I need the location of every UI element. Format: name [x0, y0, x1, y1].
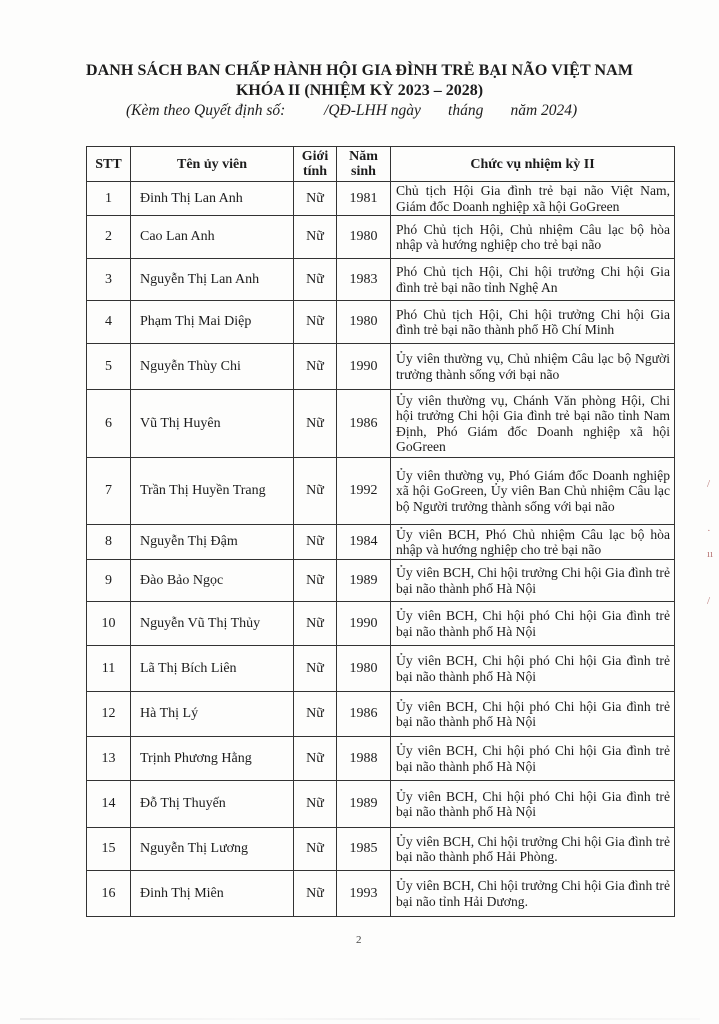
table-row [87, 216, 675, 259]
row-gender: Nữ [294, 182, 337, 216]
row-gender: Nữ [294, 390, 337, 458]
row-role: Ủy viên BCH, Chi hội trưởng Chi hội Gia đình trẻ bại não thành phố Hà Nội [391, 560, 675, 602]
row-role: Phó Chủ tịch Hội, Chi hội trưởng Chi hội Gia đình trẻ bại não thành phố Hồ Chí Minh [391, 301, 675, 344]
table-row [87, 692, 675, 737]
row-role: Chủ tịch Hội Gia đình trẻ bại não Việt Nam, Giám đốc Doanh nghiệp xã hội GoGreen [391, 182, 675, 216]
row-birth-year: 1990 [337, 344, 391, 390]
row-role: Ủy viên BCH, Chi hội trưởng Chi hội Gia đình trẻ bại não tỉnh Hải Dương. [391, 871, 675, 917]
row-stt: 3 [87, 259, 131, 301]
table-row [87, 525, 675, 560]
row-gender: Nữ [294, 301, 337, 344]
row-stt: 2 [87, 216, 131, 259]
row-gender: Nữ [294, 216, 337, 259]
row-member-name: Đào Bảo Ngọc [131, 560, 294, 602]
column-header-name: Tên ủy viên [131, 147, 294, 182]
row-gender: Nữ [294, 646, 337, 692]
row-stt: 9 [87, 560, 131, 602]
row-stt: 16 [87, 871, 131, 917]
row-birth-year: 1992 [337, 458, 391, 525]
scan-edge-shadow [20, 1018, 700, 1020]
subtitle-year: năm 2024) [510, 102, 578, 119]
table-row [87, 390, 675, 458]
row-gender: Nữ [294, 602, 337, 646]
row-stt: 12 [87, 692, 131, 737]
row-member-name: Lã Thị Bích Liên [131, 646, 294, 692]
column-header-year-line2: sinh [351, 164, 376, 179]
row-birth-year: 1989 [337, 781, 391, 828]
table-row [87, 182, 675, 216]
row-birth-year: 1993 [337, 871, 391, 917]
table-row [87, 646, 675, 692]
row-birth-year: 1986 [337, 692, 391, 737]
row-role: Ủy viên BCH, Chi hội phó Chi hội Gia đình trẻ bại não thành phố Hà Nội [391, 602, 675, 646]
row-gender: Nữ [294, 560, 337, 602]
stamp-fragment-mark: / [707, 595, 711, 607]
row-birth-year: 1988 [337, 737, 391, 781]
row-role: Ủy viên BCH, Chi hội phó Chi hội Gia đình trẻ bại não thành phố Hà Nội [391, 737, 675, 781]
row-member-name: Nguyễn Thị Lương [131, 828, 294, 871]
row-gender: Nữ [294, 828, 337, 871]
row-role: Ủy viên thường vụ, Chánh Văn phòng Hội, Chi hội trưởng Chi hội Gia đình trẻ bại não tỉnh Nam Định, Phó Giám đốc Doanh nghiệp xã hội GoGreen [391, 390, 675, 458]
row-birth-year: 1980 [337, 646, 391, 692]
row-birth-year: 1986 [337, 390, 391, 458]
row-gender: Nữ [294, 737, 337, 781]
row-stt: 4 [87, 301, 131, 344]
table-row [87, 560, 675, 602]
column-header-stt: STT [87, 147, 131, 182]
subtitle-decision-code: /QĐ-LHH ngày [324, 102, 421, 119]
column-header-gender [294, 147, 337, 182]
row-member-name: Vũ Thị Huyên [131, 390, 294, 458]
column-header-gender-line2: tính [302, 164, 328, 179]
row-stt: 6 [87, 390, 131, 458]
row-stt: 1 [87, 182, 131, 216]
row-stt: 13 [87, 737, 131, 781]
document-title-line2: KHÓA II (NHIỆM KỲ 2023 – 2028) [235, 82, 484, 99]
row-birth-year: 1984 [337, 525, 391, 560]
row-member-name: Đinh Thị Lan Anh [131, 182, 294, 216]
row-member-name: Nguyễn Vũ Thị Thủy [131, 602, 294, 646]
row-member-name: Trần Thị Huyền Trang [131, 458, 294, 525]
table-row [87, 259, 675, 301]
column-header-gender-line1: Giới [301, 149, 329, 164]
row-member-name: Đinh Thị Miên [131, 871, 294, 917]
table-row [87, 602, 675, 646]
row-stt: 7 [87, 458, 131, 525]
row-birth-year: 1990 [337, 602, 391, 646]
table-row [87, 828, 675, 871]
row-member-name: Đỗ Thị Thuyến [131, 781, 294, 828]
row-stt: 14 [87, 781, 131, 828]
table-row [87, 781, 675, 828]
table-row [87, 871, 675, 917]
row-role: Phó Chủ tịch Hội, Chi hội trưởng Chi hội Gia đình trẻ bại não tỉnh Nghệ An [391, 259, 675, 301]
column-header-year-line1: Năm [349, 149, 378, 164]
row-member-name: Hà Thị Lý [131, 692, 294, 737]
row-role: Ủy viên BCH, Chi hội phó Chi hội Gia đình trẻ bại não thành phố Hà Nội [391, 781, 675, 828]
row-stt: 5 [87, 344, 131, 390]
row-birth-year: 1983 [337, 259, 391, 301]
row-birth-year: 1981 [337, 182, 391, 216]
row-gender: Nữ [294, 871, 337, 917]
row-stt: 15 [87, 828, 131, 871]
stamp-fragment-mark: · [707, 525, 711, 537]
row-member-name: Nguyễn Thị Lan Anh [131, 259, 294, 301]
row-role: Ủy viên BCH, Chi hội phó Chi hội Gia đình trẻ bại não thành phố Hà Nội [391, 692, 675, 737]
row-role: Ủy viên BCH, Chi hội phó Chi hội Gia đình trẻ bại não thành phố Hà Nội [391, 646, 675, 692]
stamp-fragment-mark: ıı [707, 548, 714, 560]
document-title-line1: DANH SÁCH BAN CHẤP HÀNH HỘI GIA ĐÌNH TRẺ BẠI NÃO VIỆT NAM [85, 62, 634, 79]
subtitle-month: tháng [448, 102, 484, 119]
stamp-fragment-mark: / [707, 478, 711, 490]
table-row [87, 458, 675, 525]
table-row [87, 301, 675, 344]
row-member-name: Nguyễn Thị Đậm [131, 525, 294, 560]
row-gender: Nữ [294, 259, 337, 301]
row-birth-year: 1980 [337, 301, 391, 344]
row-role: Ủy viên thường vụ, Chủ nhiệm Câu lạc bộ Người trưởng thành sống với bại não [391, 344, 675, 390]
row-birth-year: 1989 [337, 560, 391, 602]
row-gender: Nữ [294, 525, 337, 560]
page-number: 2 [356, 934, 362, 946]
table-row [87, 737, 675, 781]
row-gender: Nữ [294, 781, 337, 828]
document-subtitle [126, 102, 577, 120]
subtitle-decision: (Kèm theo Quyết định số: [126, 102, 286, 119]
row-gender: Nữ [294, 692, 337, 737]
table-row [87, 344, 675, 390]
row-member-name: Cao Lan Anh [131, 216, 294, 259]
committee-table [86, 146, 675, 917]
row-gender: Nữ [294, 344, 337, 390]
row-member-name: Phạm Thị Mai Diệp [131, 301, 294, 344]
row-role: Ủy viên BCH, Chi hội trưởng Chi hội Gia đình trẻ bại não thành phố Hải Phòng. [391, 828, 675, 871]
row-role: Phó Chủ tịch Hội, Chủ nhiệm Câu lạc bộ hòa nhập và hướng nghiệp cho trẻ bại não [391, 216, 675, 259]
row-member-name: Trịnh Phương Hằng [131, 737, 294, 781]
column-header-role: Chức vụ nhiệm kỳ II [391, 147, 675, 182]
row-birth-year: 1985 [337, 828, 391, 871]
row-gender: Nữ [294, 458, 337, 525]
column-header-year [337, 147, 391, 182]
row-member-name: Nguyễn Thùy Chi [131, 344, 294, 390]
row-stt: 11 [87, 646, 131, 692]
row-stt: 8 [87, 525, 131, 560]
row-role: Ủy viên thường vụ, Phó Giám đốc Doanh nghiệp xã hội GoGreen, Ủy viên Ban Chủ nhiệm Câu lạc bộ Người trưởng thành sống với bại não [391, 458, 675, 525]
row-birth-year: 1980 [337, 216, 391, 259]
row-stt: 10 [87, 602, 131, 646]
table-header-row [87, 147, 675, 182]
row-role: Ủy viên BCH, Phó Chủ nhiệm Câu lạc bộ hòa nhập và hướng nghiệp cho trẻ bại não [391, 525, 675, 560]
